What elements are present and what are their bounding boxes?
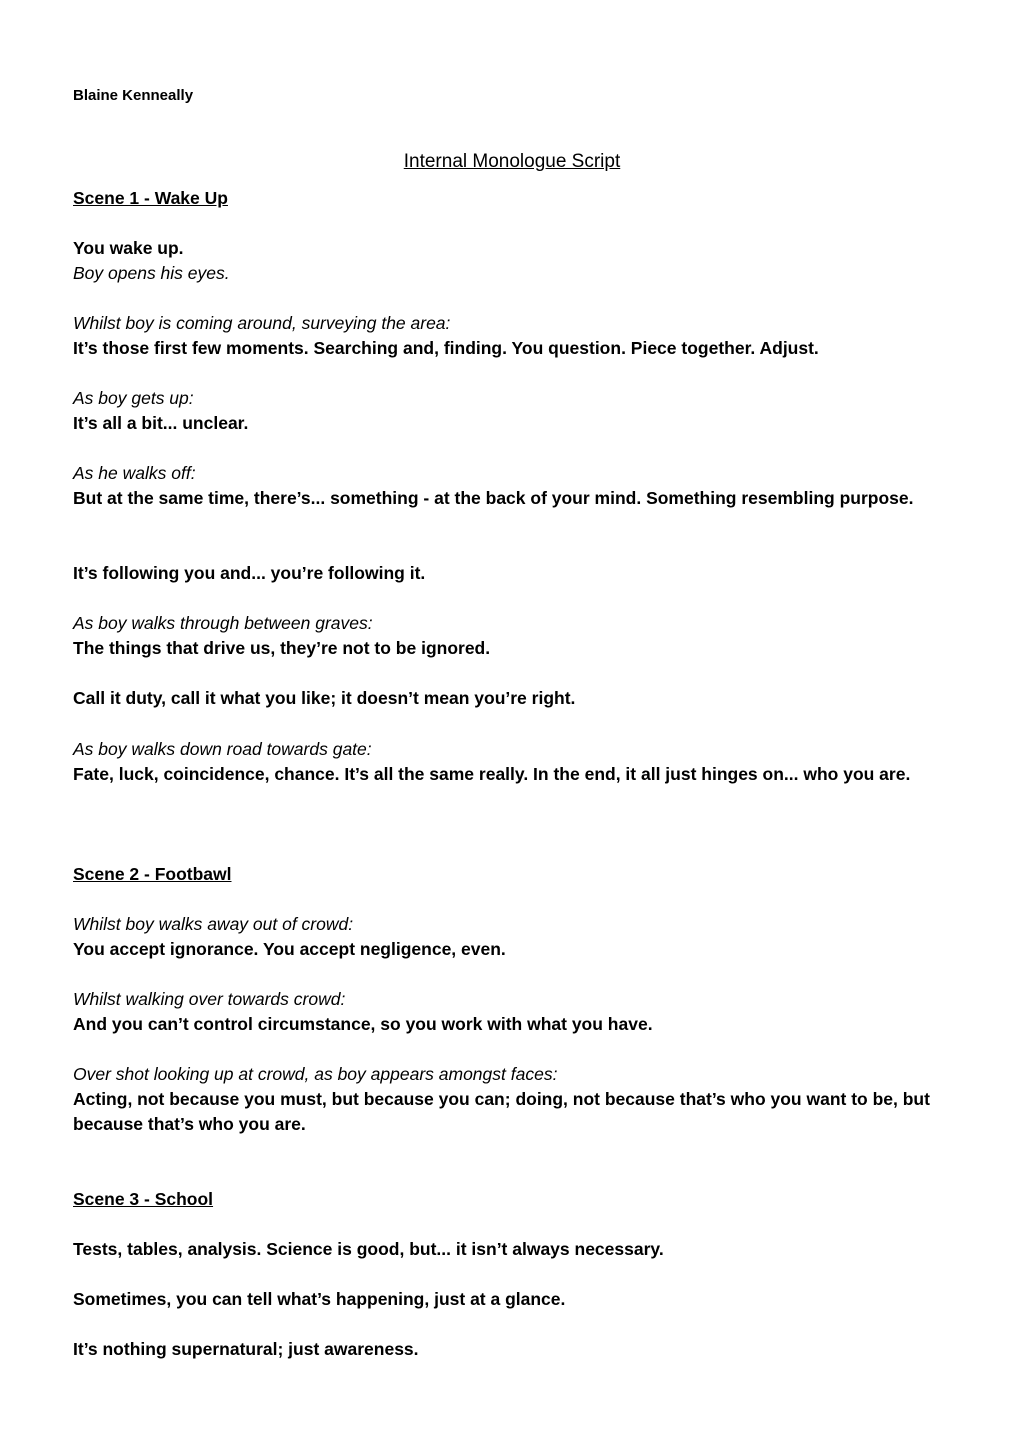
- monologue-line: It’s those first few moments. Searching and, finding. You question. Piece together. Adjust.: [73, 338, 819, 358]
- stage-direction: Whilst walking over towards crowd:: [73, 989, 346, 1009]
- monologue-line: But at the same time, there’s... something - at the back of your mind. Something resembling purpose.: [73, 488, 914, 508]
- monologue-line: It’s all a bit... unclear.: [73, 413, 249, 433]
- monologue-line: Call it duty, call it what you like; it doesn’t mean you’re right.: [73, 688, 576, 708]
- stage-direction: Whilst boy is coming around, surveying the area:: [73, 313, 451, 333]
- stage-direction: As boy walks down road towards gate:: [73, 739, 372, 759]
- stage-direction: As boy gets up:: [73, 388, 194, 408]
- monologue-line: Fate, luck, coincidence, chance. It’s all the same really. In the end, it all just hinges on... who you are.: [73, 764, 911, 784]
- stage-direction: Boy opens his eyes.: [73, 263, 230, 283]
- stage-direction: As boy walks through between graves:: [73, 613, 373, 633]
- document-title: Internal Monologue Script: [403, 151, 621, 172]
- monologue-line: It’s following you and... you’re following it.: [73, 563, 426, 583]
- monologue-line: You wake up.: [73, 238, 184, 258]
- monologue-line: It’s nothing supernatural; just awareness.: [73, 1339, 419, 1359]
- stage-direction: As he walks off:: [73, 463, 196, 483]
- scene-1-heading: Scene 1 - Wake Up: [73, 188, 228, 208]
- scene-2-heading: Scene 2 - Footbawl: [73, 864, 232, 884]
- monologue-line: You accept ignorance. You accept negligence, even.: [73, 939, 506, 959]
- monologue-line: Acting, not because you must, but because you can; doing, not because that’s who you want to be, but because that’s who you are.: [73, 1089, 930, 1134]
- author-name: Blaine Kenneally: [73, 87, 194, 104]
- monologue-line: Sometimes, you can tell what’s happening, just at a glance.: [73, 1289, 566, 1309]
- stage-direction: Over shot looking up at crowd, as boy appears amongst faces:: [73, 1064, 558, 1084]
- stage-direction: Whilst boy walks away out of crowd:: [73, 914, 354, 934]
- monologue-line: The things that drive us, they’re not to be ignored.: [73, 638, 491, 658]
- monologue-line: And you can’t control circumstance, so you work with what you have.: [73, 1014, 653, 1034]
- scene-3-heading: Scene 3 - School: [73, 1189, 214, 1209]
- monologue-line: Tests, tables, analysis. Science is good, but... it isn’t always necessary.: [73, 1239, 664, 1259]
